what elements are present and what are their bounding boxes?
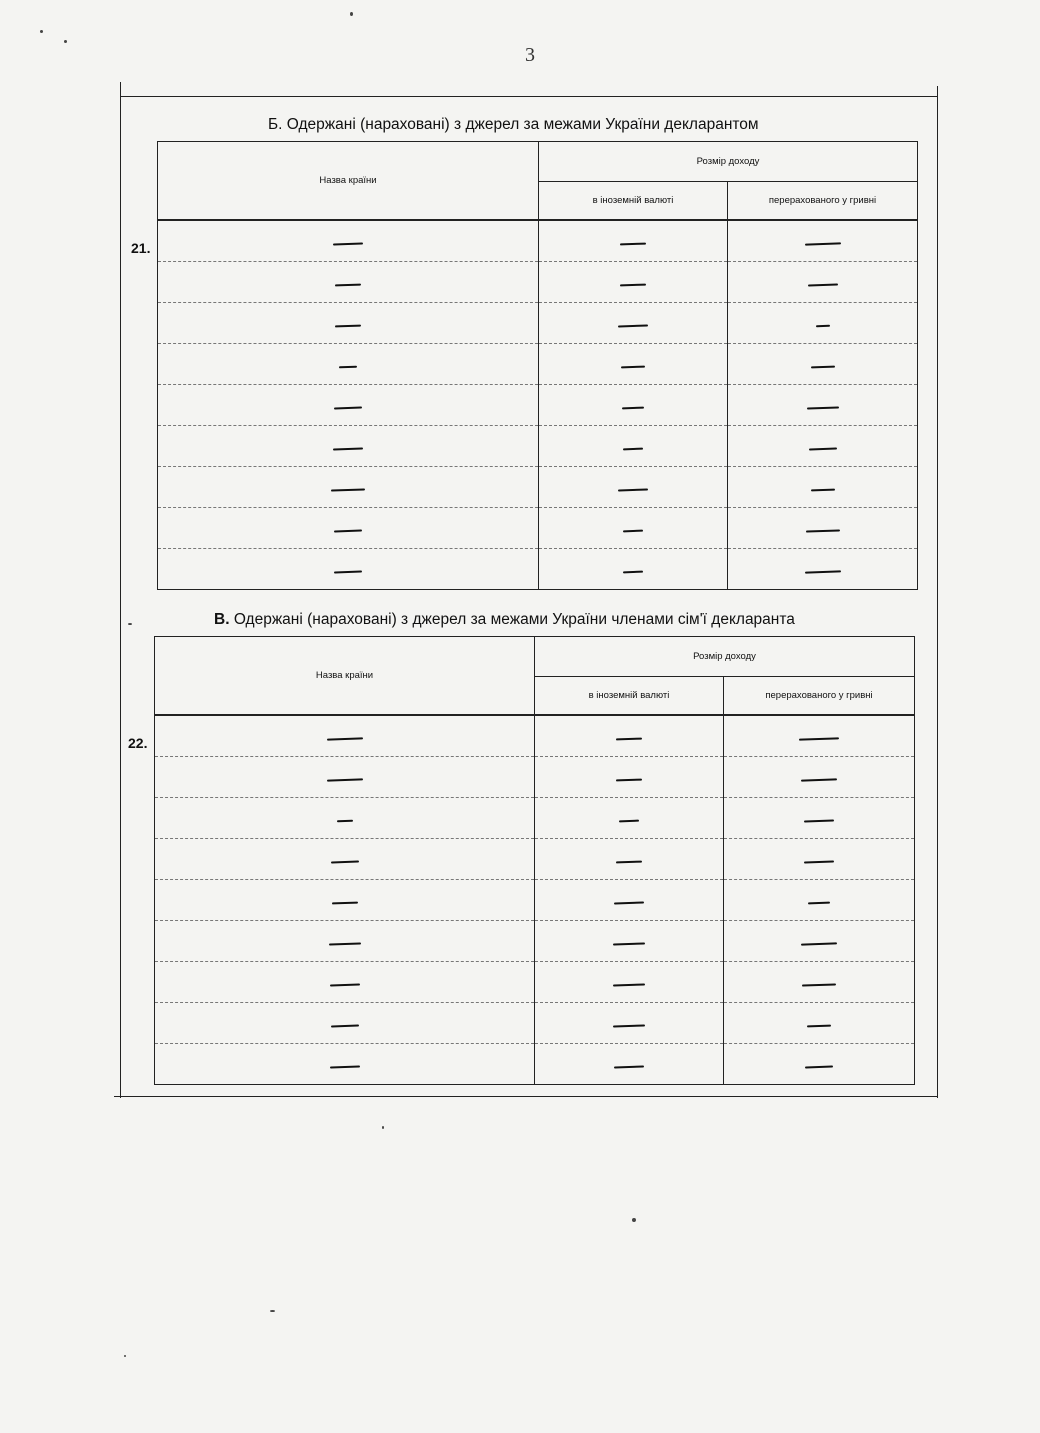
handwritten-dash	[335, 324, 361, 327]
country-cell	[158, 507, 539, 548]
frame-top-border	[120, 96, 938, 97]
hryvnia-cell	[728, 220, 918, 262]
handwritten-dash	[335, 283, 361, 286]
handwritten-dash	[804, 819, 834, 822]
handwritten-dash	[620, 283, 646, 286]
foreign-currency-cell	[535, 797, 724, 838]
section-b-table	[157, 141, 918, 590]
handwritten-dash	[621, 365, 645, 368]
handwritten-dash	[614, 901, 644, 904]
foreign-currency-cell	[535, 838, 724, 879]
handwritten-dash	[329, 1065, 359, 1068]
table-row	[155, 797, 915, 838]
foreign-currency-cell	[539, 384, 728, 425]
foreign-currency-cell	[539, 302, 728, 343]
table-row	[155, 1002, 915, 1043]
handwritten-dash	[326, 778, 362, 781]
section-b-row-number: 21.	[131, 240, 151, 256]
handwritten-dash	[339, 365, 357, 368]
handwritten-dash	[815, 324, 829, 326]
handwritten-dash	[334, 570, 362, 573]
scan-speck	[632, 1218, 636, 1222]
handwritten-dash	[336, 819, 352, 822]
handwritten-dash	[804, 860, 834, 863]
hryvnia-cell	[724, 715, 915, 757]
foreign-currency-cell	[539, 220, 728, 262]
country-cell	[155, 879, 535, 920]
column-header-foreign-currency: в іноземній валюті	[539, 182, 728, 220]
hryvnia-cell	[728, 507, 918, 548]
country-cell	[158, 425, 539, 466]
hryvnia-cell	[728, 302, 918, 343]
country-cell	[158, 261, 539, 302]
handwritten-dash	[334, 406, 362, 409]
section-b-title-text: Одержані (нараховані) з джерел за межами України декларантом	[286, 116, 759, 133]
country-cell	[158, 302, 539, 343]
column-header-income-size: Розмір доходу	[535, 637, 915, 677]
hryvnia-cell	[728, 261, 918, 302]
handwritten-dash	[623, 447, 643, 450]
handwritten-dash	[806, 406, 838, 409]
country-cell	[158, 220, 539, 262]
handwritten-dash	[613, 942, 645, 945]
page-number: 3	[525, 44, 535, 66]
country-cell	[155, 1002, 535, 1043]
section-v-table	[154, 636, 915, 1085]
column-header-in-hryvnia: перерахованого у гривні	[724, 677, 915, 715]
scan-speck	[382, 1126, 384, 1129]
foreign-currency-cell	[535, 1002, 724, 1043]
country-cell	[158, 548, 539, 589]
table-row	[158, 425, 918, 466]
handwritten-dash	[807, 1024, 831, 1027]
section-b-title	[268, 116, 759, 134]
foreign-currency-cell	[535, 961, 724, 1002]
handwritten-dash	[331, 901, 357, 904]
hryvnia-cell	[728, 343, 918, 384]
country-cell	[158, 384, 539, 425]
country-cell	[158, 466, 539, 507]
hryvnia-cell	[728, 425, 918, 466]
table-row	[158, 220, 918, 262]
handwritten-dash	[810, 365, 834, 368]
foreign-currency-cell	[539, 466, 728, 507]
table-row	[155, 715, 915, 757]
section-b-letter: Б.	[268, 116, 283, 133]
column-header-foreign-currency: в іноземній валюті	[535, 677, 724, 715]
hryvnia-cell	[724, 838, 915, 879]
handwritten-dash	[801, 942, 837, 945]
column-header-country: Назва країни	[155, 637, 535, 715]
table-row	[158, 302, 918, 343]
foreign-currency-cell	[539, 261, 728, 302]
handwritten-dash	[618, 324, 648, 327]
table-row	[158, 466, 918, 507]
country-cell	[155, 838, 535, 879]
handwritten-dash	[799, 737, 839, 740]
country-cell	[155, 715, 535, 757]
handwritten-dash	[807, 283, 837, 286]
handwritten-dash	[805, 1065, 833, 1068]
hryvnia-cell	[728, 384, 918, 425]
scan-speck	[40, 30, 43, 33]
column-header-in-hryvnia: перерахованого у гривні	[728, 182, 918, 220]
table-row	[155, 961, 915, 1002]
hryvnia-cell	[728, 466, 918, 507]
country-cell	[155, 797, 535, 838]
handwritten-dash	[622, 406, 644, 409]
hryvnia-cell	[724, 961, 915, 1002]
foreign-currency-cell	[539, 425, 728, 466]
handwritten-dash	[623, 529, 643, 532]
foreign-currency-cell	[539, 548, 728, 589]
handwritten-dash	[804, 570, 840, 573]
frame-right-border	[937, 86, 938, 1098]
scan-speck	[350, 12, 353, 16]
handwritten-dash	[619, 819, 639, 822]
handwritten-dash	[330, 860, 358, 863]
handwritten-dash	[623, 570, 643, 573]
scan-speck	[64, 40, 67, 43]
handwritten-dash	[328, 942, 360, 945]
table-row	[155, 920, 915, 961]
foreign-currency-cell	[535, 920, 724, 961]
handwritten-dash	[616, 778, 642, 781]
handwritten-dash	[801, 778, 837, 781]
handwritten-dash	[334, 529, 362, 532]
frame-bottom-border	[114, 1096, 938, 1097]
country-cell	[155, 920, 535, 961]
scan-speck	[124, 1355, 126, 1357]
hryvnia-cell	[724, 1002, 915, 1043]
column-header-income-size: Розмір доходу	[539, 142, 918, 182]
country-cell	[155, 756, 535, 797]
foreign-currency-cell	[535, 715, 724, 757]
table-row	[158, 384, 918, 425]
handwritten-dash	[616, 860, 642, 863]
hryvnia-cell	[724, 1043, 915, 1084]
hryvnia-cell	[728, 548, 918, 589]
foreign-currency-cell	[535, 1043, 724, 1084]
table-row	[155, 879, 915, 920]
section-v-title-text: Одержані (нараховані) з джерел за межами України членами сім'ї декларанта	[233, 611, 795, 628]
section-v-letter: В.	[214, 611, 230, 628]
scan-speck	[128, 623, 132, 625]
handwritten-dash	[808, 901, 830, 904]
foreign-currency-cell	[539, 507, 728, 548]
handwritten-dash	[620, 242, 646, 245]
handwritten-dash	[804, 242, 840, 245]
handwritten-dash	[810, 488, 834, 491]
section-v-row-number: 22.	[128, 735, 148, 751]
handwritten-dash	[330, 1024, 358, 1027]
scan-speck	[270, 1310, 275, 1312]
hryvnia-cell	[724, 756, 915, 797]
hryvnia-cell	[724, 920, 915, 961]
handwritten-dash	[333, 447, 363, 450]
table-row	[155, 756, 915, 797]
country-cell	[155, 961, 535, 1002]
table-row	[158, 548, 918, 589]
frame-left-border	[120, 82, 121, 1098]
table-row	[155, 838, 915, 879]
foreign-currency-cell	[535, 756, 724, 797]
foreign-currency-cell	[535, 879, 724, 920]
handwritten-dash	[326, 737, 362, 740]
handwritten-dash	[808, 447, 836, 450]
hryvnia-cell	[724, 879, 915, 920]
table-row	[155, 1043, 915, 1084]
table-row	[158, 261, 918, 302]
section-v-title	[214, 611, 795, 629]
handwritten-dash	[614, 1065, 644, 1068]
hryvnia-cell	[724, 797, 915, 838]
handwritten-dash	[616, 737, 642, 740]
handwritten-dash	[802, 983, 836, 986]
handwritten-dash	[613, 1024, 645, 1027]
handwritten-dash	[329, 983, 359, 986]
handwritten-dash	[613, 983, 645, 986]
table-row	[158, 507, 918, 548]
handwritten-dash	[333, 242, 363, 245]
table-row	[158, 343, 918, 384]
country-cell	[158, 343, 539, 384]
handwritten-dash	[805, 529, 839, 532]
handwritten-dash	[618, 488, 648, 491]
foreign-currency-cell	[539, 343, 728, 384]
country-cell	[155, 1043, 535, 1084]
column-header-country: Назва країни	[158, 142, 539, 220]
handwritten-dash	[331, 488, 365, 491]
